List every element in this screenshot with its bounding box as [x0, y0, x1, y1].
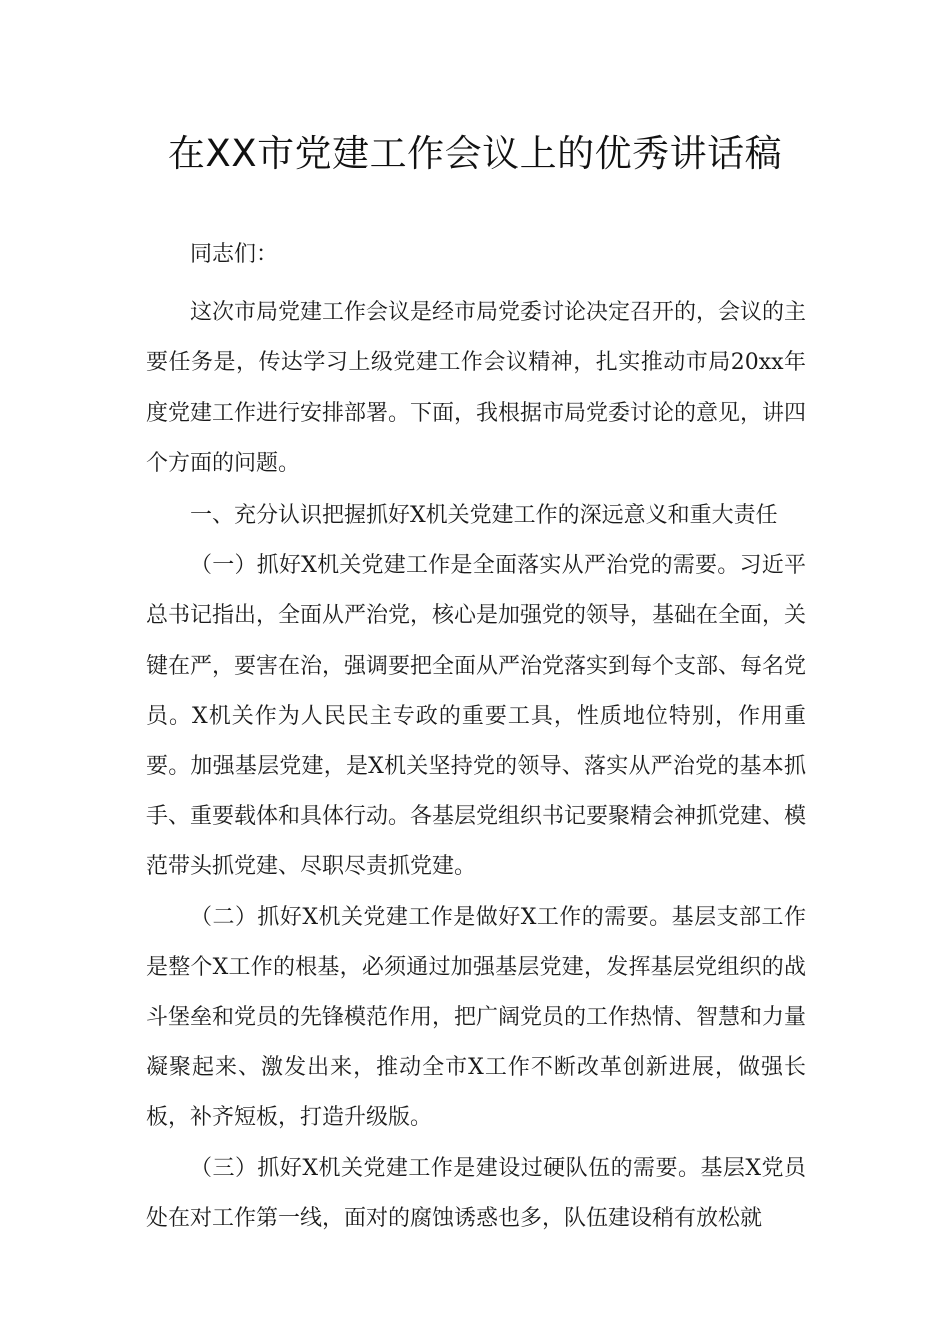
paragraph-point-2: （二）抓好X机关党建工作是做好X工作的需要。基层支部工作是整个X工作的根基，必须通过加强基层党建，发挥基层党组织的战斗堡垒和党员的先锋模范作用，把广阔党员的工作热情、智慧和力量凝聚起来、激发出来，推动全市X工作不断改革创新进展，做强长板，补齐短板，打造升级版。	[146, 904, 807, 1131]
paragraph-point-3: （三）抓好X机关党建工作是建设过硬队伍的需要。基层X党员处在对工作第一线，面对的腐蚀诱惑也多，队伍建设稍有放松就	[146, 1155, 806, 1231]
paragraph-point-1: （一）抓好X机关党建工作是全面落实从严治党的需要。习近平总书记指出，全面从严治党，核心是加强党的领导，基础在全面，关键在严，要害在治，强调要把全面从严治党落实到每个支部、每名党员。X机关作为人民民主专政的重要工具，性质地位特别，作用重要。加强基层党建，是X机关坚持党的领导、落实从严治党的基本抓手、重要载体和具体行动。各基层党组织书记要聚精会神抓党建、模范带头抓党建、尽职尽责抓党建。	[146, 553, 807, 880]
salutation: 同志们：	[190, 242, 279, 267]
section-heading-1: 一、充分认识把握抓好X机关党建工作的深远意义和重大责任	[190, 503, 778, 529]
paragraph-intro: 这次市局党建工作会议是经市局党委讨论决定召开的，会议的主要任务是，传达学习上级党建工作会议精神，扎实推动市局20xx年度党建工作进行安排部署。下面，我根据市局党委讨论的意见，讲四个方面的问题。	[146, 300, 807, 476]
document-title: 在XX市党建工作会议上的优秀讲话稿	[167, 132, 783, 175]
document-body	[146, 230, 806, 1244]
